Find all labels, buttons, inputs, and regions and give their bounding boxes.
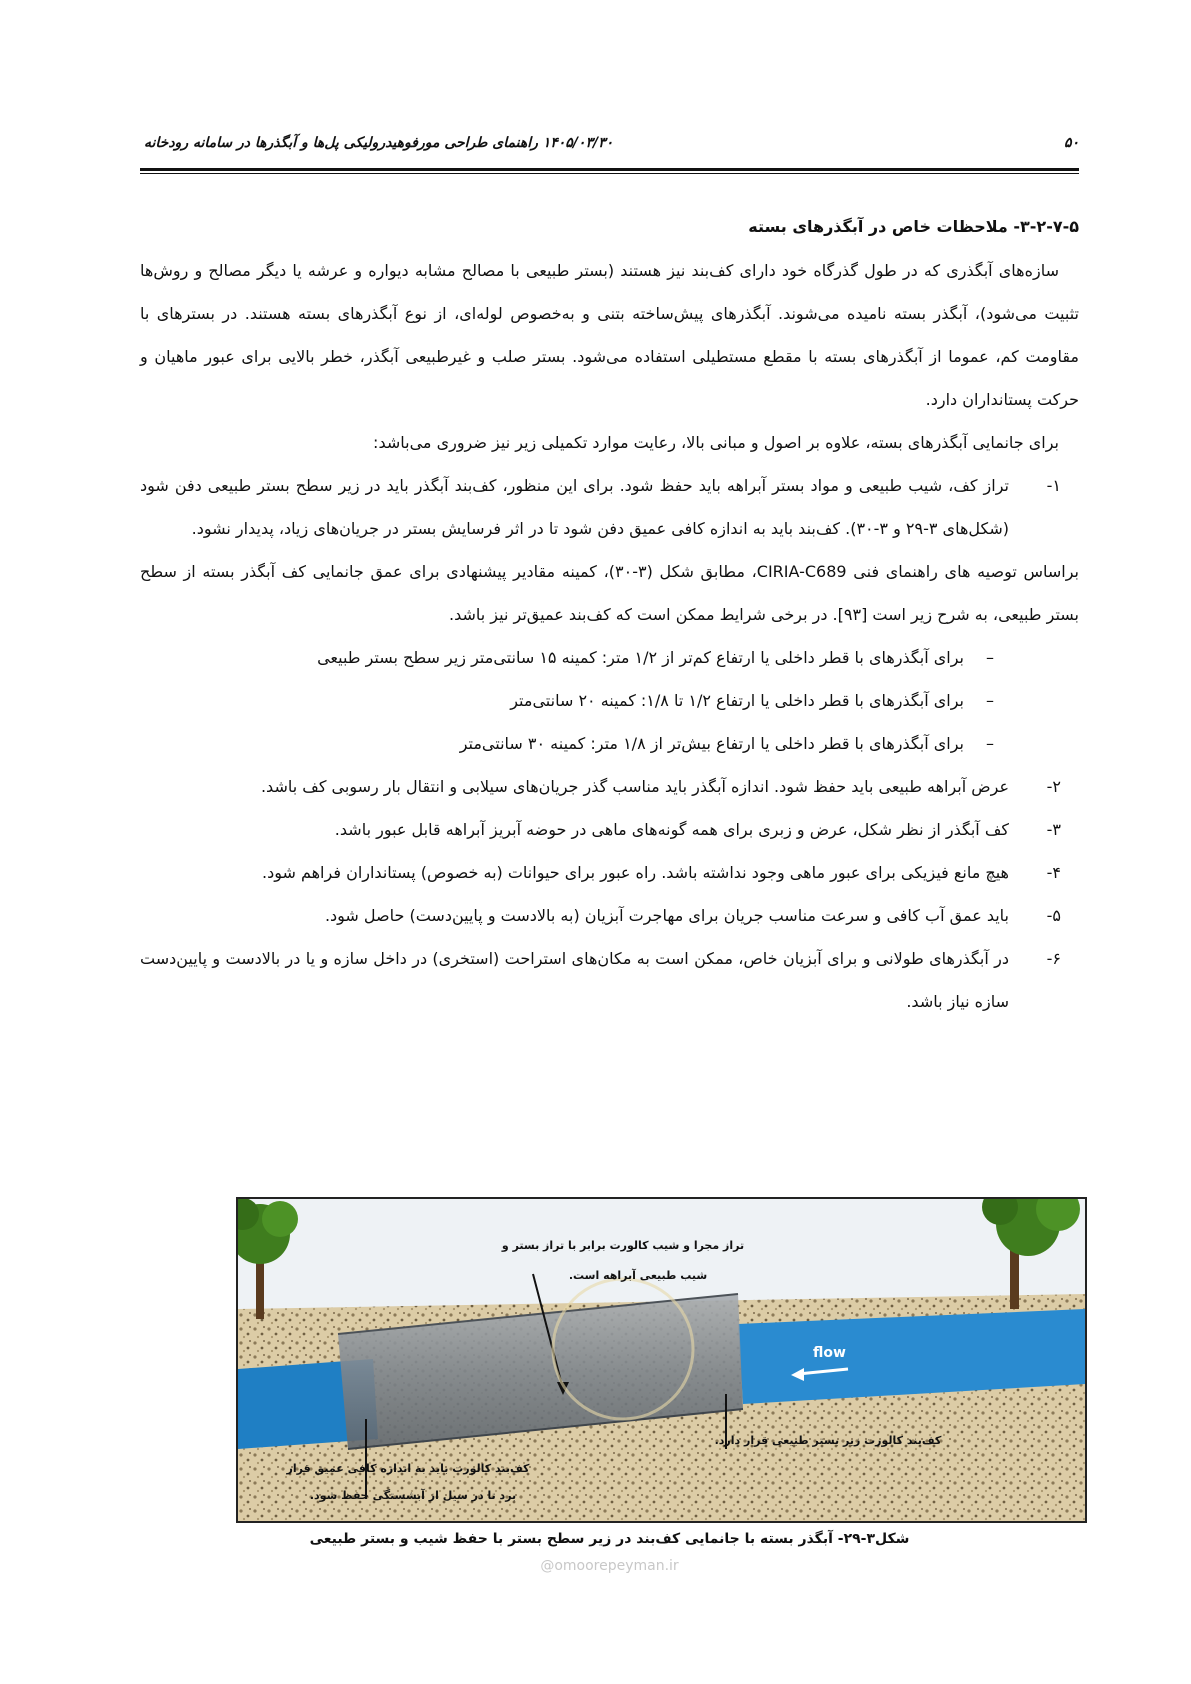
list-item <box>140 808 1079 851</box>
list-item-text: هیچ مانع فیزیکی برای عبور ماهی وجود نداشته باشد. راه عبور برای حیوانات (به خصوص) پستانداران فراهم شود. <box>262 863 1009 882</box>
list-item-text: کف آبگذر از نظر شکل، عرض و زبری برای همه گونه‌های ماهی در حوضه آبریز آبراهه قابل عبور باشد. <box>334 820 1009 839</box>
list-item <box>140 937 1079 1023</box>
sublist-item <box>140 679 994 722</box>
list-item-text: براساس توصیه های راهنمای فنی CIRIA-C689، مطابق شکل (۳-۳۰)، کمینه مقادیر پیشنهادی برای عمق جانمایی کف آبگذر بسته از سطح بستر طبیعی، به شرح زیر است [۹۳]. در برخی شرایط ممکن است که کف‌بند عمیق‌تر نیز باشد. <box>140 562 1080 624</box>
sublist-text: برای آبگذرهای با قطر داخلی یا ارتفاع بیش‌تر از ۱/۸ متر: کمینه ۳۰ سانتی‌متر <box>459 734 964 753</box>
list-item <box>140 851 1079 894</box>
list-item-text: عرض آبراهه طبیعی باید حفظ شود. اندازه آبگذر باید مناسب گذر جریان‌های سیلابی و انتقال بار رسوبی کف باشد. <box>260 777 1009 796</box>
list-item <box>140 765 1079 808</box>
figure-label-top-1: تراز مجرا و شیب کالورت برابر با تراز بستر و <box>501 1239 745 1252</box>
list-item-number: ۶- <box>1046 949 1061 968</box>
sublist-text: برای آبگذرهای با قطر داخلی یا ارتفاع ۱/۲ تا ۱/۸: کمینه ۲۰ سانتی‌متر <box>510 691 964 710</box>
depth-sublist <box>140 636 1079 765</box>
list-item <box>140 464 1079 550</box>
list-item <box>140 894 1079 937</box>
list-item-text: باید عمق آب کافی و سرعت مناسب جریان برای مهاجرت آبزیان (به بالادست و پایین‌دست) حاصل شود. <box>324 906 1009 925</box>
sublist-dash: – <box>986 648 994 667</box>
list-item-number: ۲- <box>1046 777 1061 796</box>
sublist-text: برای آبگذرهای با قطر داخلی یا ارتفاع کم‌تر از ۱/۲ متر: کمینه ۱۵ سانتی‌متر زیر سطح بستر طبیعی <box>317 648 964 667</box>
sublist-dash: – <box>986 734 994 753</box>
sublist-item <box>140 722 994 765</box>
list-item-number: ۳- <box>1046 820 1061 839</box>
header-title: ۱۴۰۵/۰۳/۳۰ راهنمای طراحی مورفوهیدرولیکی پل‌ها و آبگذرها در سامانه رودخانه <box>144 135 614 151</box>
page-header <box>140 126 1079 160</box>
header-rule <box>140 168 1079 171</box>
list-item-number: ۴- <box>1046 863 1061 882</box>
list-item-text: در آبگذرهای طولانی و برای آبزیان خاص، ممکن است به مکان‌های استراحت (استخری) در داخل سازه و یا در بالادست و پایین‌دست سازه نیاز باشد. <box>140 949 1009 1011</box>
page-content <box>140 205 1079 1023</box>
page-number: ۵۰ <box>1063 135 1079 151</box>
sublist-item <box>140 636 994 679</box>
header-rule-thin <box>140 173 1079 174</box>
culvert-figure <box>236 1197 1087 1523</box>
figure-caption: شکل۳-۲۹- آبگذر بسته با جانمایی کف‌بند در زیر سطح بستر با حفظ شیب و بستر طبیعی <box>309 1531 910 1547</box>
section-title: ۳-۲-۷-۵- ملاحظات خاص در آبگذرهای بسته <box>748 217 1079 236</box>
requirements-list <box>140 464 1079 636</box>
sublist-dash: – <box>986 691 994 710</box>
figure-label-bottom-2: برد تا در سیل از آبشستگی حفظ شود. <box>309 1489 517 1502</box>
requirements-list-continued <box>140 765 1079 1023</box>
culvert-illustration <box>238 1199 1085 1521</box>
figure-label-flow: flow <box>813 1345 846 1361</box>
list-item-text: تراز کف، شیب طبیعی و مواد بستر آبراهه باید حفظ شود. برای این منظور، کف‌بند آبگذر باید در زیر سطح بستر طبیعی دفن شود (شکل‌های ۳-۲۹ و ۳-۳۰). کف‌بند باید به اندازه کافی عمیق دفن شود تا در اثر فرسایش بستر در جریان‌های زیاد، پدیدار نشود. <box>140 476 1009 538</box>
list-item <box>140 550 1079 636</box>
paragraph: برای جانمایی آبگذرهای بسته، علاوه بر اصول و مبانی بالا، رعایت موارد تکمیلی زیر نیز ضروری می‌باشد: <box>373 433 1059 452</box>
figure-label-top-2: شیب طبیعی آبراهه است. <box>568 1269 708 1282</box>
list-item-number: ۵- <box>1046 906 1061 925</box>
figure-label-bottom-1: کف‌بند کالورت باید به اندازه کافی عمیق قرار <box>286 1462 530 1475</box>
watermark-site-text: @omoorepeyman.ir <box>540 1558 679 1574</box>
paragraph: سازه‌های آبگذری که در طول گذرگاه خود دارای کف‌بند نیز هستند (بستر طبیعی با مصالح مشابه دیواره و عرشه یا دیگر مصالح و روش‌ها تثبیت می‌شود)، آبگذر بسته نامیده می‌شوند. آبگذرهای پیش‌ساخته بتنی و به‌خصوص لوله‌ای، از نوع آبگذرهای بسته هستند. در بسترهای با مقاومت کم، عموما از آبگذرهای بسته با مقطع مستطیلی استفاده می‌شود. بستر صلب و غیرطبیعی آبگذر، خطر بالایی برای عبور ماهیان و حرکت پستانداران دارد. <box>140 261 1079 409</box>
list-item-number: ۱- <box>1046 476 1061 495</box>
figure-label-right: کف‌بند کالورت زیر بستر طبیعی قرار دارد. <box>714 1434 942 1447</box>
